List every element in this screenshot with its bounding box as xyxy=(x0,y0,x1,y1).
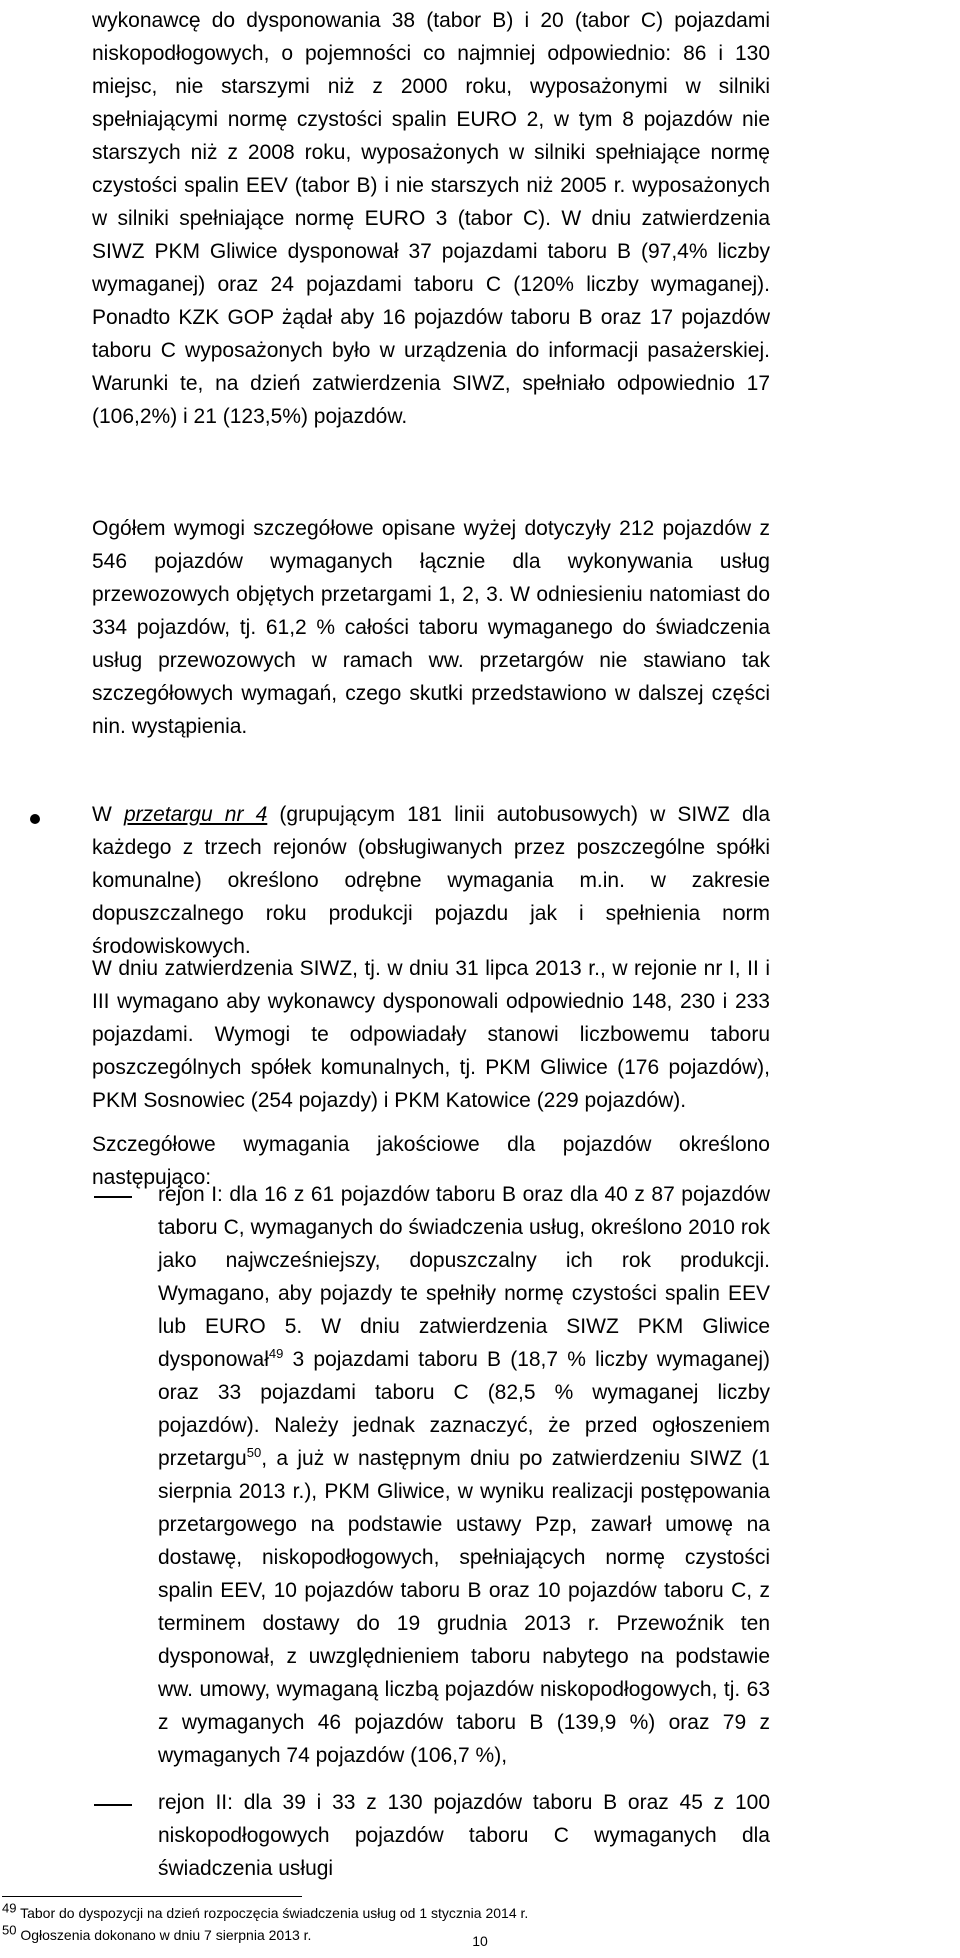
footnote-number: 49 xyxy=(2,1900,17,1916)
paragraph-summary xyxy=(92,512,770,743)
footnote-separator xyxy=(2,1896,302,1897)
text-run: rejon I: dla 16 z 61 pojazdów taboru B oraz dla 40 z 87 pojazdów taboru C, wymaganych do świadczenia usług, określono 2010 rok jako najwcześniejszy, dopuszczalny ich rok produkcji. Wymagano, aby pojazdy te spełniły normę czystości spalin EEV lub EURO 5. W dniu zatwierdzenia SIWZ PKM Gliwice dysponował xyxy=(158,1183,770,1371)
dash-bullet-icon xyxy=(94,1196,132,1198)
paragraph-text: Szczegółowe wymagania jakościowe dla pojazdów określono następująco: xyxy=(92,1133,770,1189)
dash-bullet-icon xyxy=(94,1804,132,1806)
list-item-region-2 xyxy=(158,1786,770,1885)
footnote-text: Ogłoszenia dokonano w dniu 7 sierpnia 2013 r. xyxy=(20,1927,312,1943)
text-run: (grupującym 181 linii autobusowych) w SIWZ dla każdego z trzech rejonów (obsługiwanych przez poszczególne spółki komunalne) określono odrębne wymagania m.in. w zakresie dopuszczalnego roku produkcji pojazdu jak i spełnienia norm środowiskowych. xyxy=(92,803,770,958)
paragraph-text: W dniu zatwierdzenia SIWZ, tj. w dniu 31 lipca 2013 r., w rejonie nr I, II i III wymagano aby wykonawcy dysponowali odpowiednio 148, 230 i 233 pojazdami. Wymogi te odpowiadały stanowi liczbowemu taboru poszczególnych spółek komunalnych, tj. PKM Gliwice (176 pojazdów), PKM Sosnowiec (254 pojazdy) i PKM Katowice (229 pojazdów). xyxy=(92,957,770,1112)
footnote-49 xyxy=(2,1902,902,1924)
footnote-text: Tabor do dyspozycji na dzień rozpoczęcia świadczenia usług od 1 stycznia 2014 r. xyxy=(20,1905,529,1921)
paragraph-text: rejon II: dla 39 i 33 z 130 pojazdów taboru B oraz 45 z 100 niskopodłogowych pojazdów taboru C wymaganych dla świadczenia usługi xyxy=(158,1791,770,1880)
page-number: 10 xyxy=(472,1933,488,1949)
footnote-number: 50 xyxy=(2,1922,17,1938)
emphasis-tender-4: przetargu nr 4 xyxy=(123,803,268,826)
paragraph-tender-4 xyxy=(92,798,770,963)
paragraph-text xyxy=(158,1178,770,1772)
footnote-ref-50: 50 xyxy=(246,1445,262,1460)
paragraph-text: wykonawcę do dysponowania 38 (tabor B) i 20 (tabor C) pojazdami niskopodłogowych, o pojemności co najmniej odpowiednio: 86 i 130 miejsc, nie starszymi niż z 2000 roku, wyposażonymi w silniki spełniającymi normę czystości spalin EURO 2, w tym 8 pojazdów nie starszych niż z 2008 roku, wyposażonych w silniki spełniające normę czystości spalin EEV (tabor B) i nie starszych niż 2005 r. wyposażonych w silniki spełniające normę EURO 3 (tabor C). W dniu zatwierdzenia SIWZ PKM Gliwice dysponował 37 pojazdami taboru B (97,4% liczby wymaganej) oraz 24 pojazdami taboru C (120% liczby wymaganej). Ponadto KZK GOP żądał aby 16 pojazdów taboru B oraz 17 pojazdów taboru C wyposażonych było w urządzenia do informacji pasażerskiej. Warunki te, na dzień zatwierdzenia SIWZ, spełniało odpowiednio 17 (106,2%) i 21 (123,5%) pojazdów. xyxy=(92,9,770,428)
text-run: W xyxy=(92,803,124,826)
list-item-region-1 xyxy=(158,1178,770,1772)
text-run: 3 pojazdami taboru B (18,7 % liczby wymaganej) oraz 33 pojazdami taboru C (82,5 % wymaganej liczby pojazdów). Należy jednak zaznaczyć, że przed ogłoszeniem przetargu xyxy=(158,1348,770,1470)
text-run: , a już w następnym dniu po zatwierdzeniu SIWZ (1 sierpnia 2013 r.), PKM Gliwice, w wyniku realizacji postępowania przetargowego na podstawie ustawy Pzp, zawarł umowę na dostawę, niskopodłogowych, spełniających normę czystości spalin EEV, 10 pojazdów taboru B oraz 10 pojazdów taboru C, z terminem dostawy do 19 grudnia 2013 r. Przewoźnik ten dysponował, z uwzględnieniem taboru nabytego na podstawie ww. umowy, wymaganą liczbą pojazdów niskopodłogowych, tj. 63 z wymaganych 46 pojazdów taboru B (139,9 %) oraz 79 z wymaganych 74 pojazdów (106,7 %), xyxy=(158,1447,770,1767)
paragraph-tender-3-requirements xyxy=(92,4,770,433)
bullet-icon xyxy=(30,814,40,824)
paragraph-siwz-date xyxy=(92,952,770,1117)
footnote-ref-49: 49 xyxy=(268,1346,284,1361)
paragraph-text xyxy=(92,798,770,963)
paragraph-text: Ogółem wymogi szczegółowe opisane wyżej dotyczyły 212 pojazdów z 546 pojazdów wymaganych łącznie dla wykonywania usług przewozowych objętych przetargami 1, 2, 3. W odniesieniu natomiast do 334 pojazdów, tj. 61,2 % całości taboru wymaganego do świadczenia usług przewozowych w ramach ww. przetargów nie stawiano tak szczegółowych wymagań, czego skutki przedstawiono w dalszej części nin. wystąpienia. xyxy=(92,517,770,738)
